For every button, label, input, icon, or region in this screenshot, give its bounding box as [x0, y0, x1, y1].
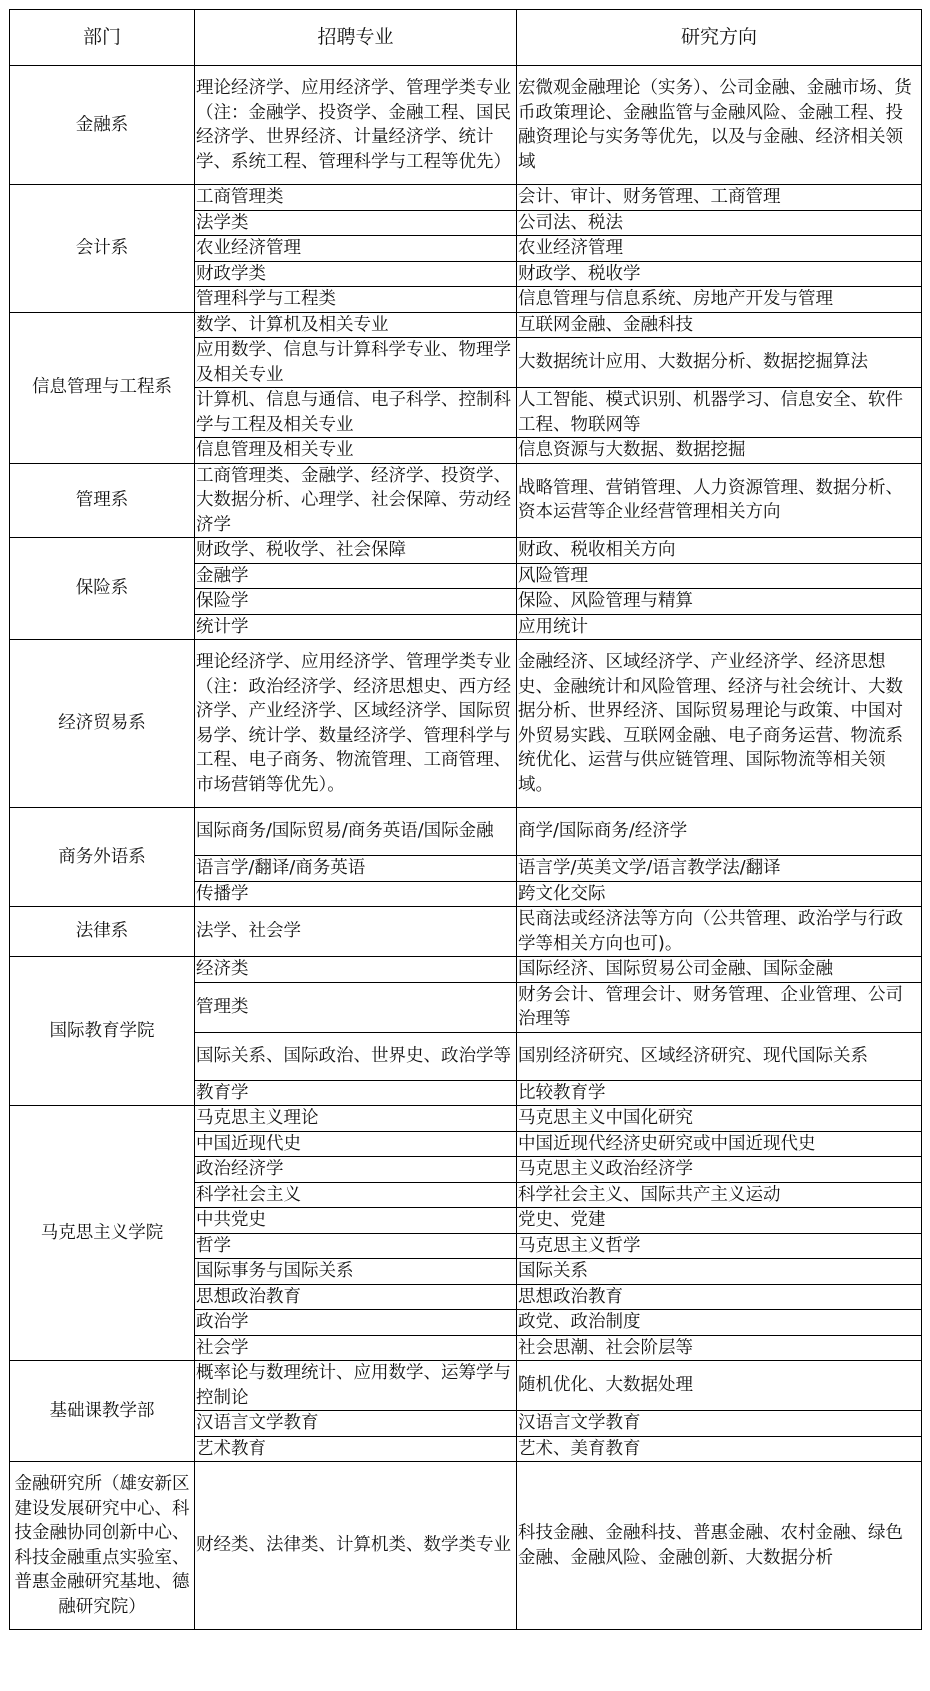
- research-cell: 党史、党建: [517, 1208, 922, 1234]
- department-cell: 信息管理与工程系: [10, 312, 195, 463]
- research-cell: 随机优化、大数据处理: [517, 1361, 922, 1411]
- major-cell: 计算机、信息与通信、电子科学、控制科学与工程及相关专业: [195, 388, 517, 438]
- research-cell: 比较教育学: [517, 1080, 922, 1106]
- department-cell: 管理系: [10, 463, 195, 538]
- major-cell: 传播学: [195, 881, 517, 907]
- major-cell: 国际事务与国际关系: [195, 1259, 517, 1285]
- major-cell: 汉语言文学教育: [195, 1411, 517, 1437]
- table-row: [10, 1106, 922, 1132]
- header-major: 招聘专业: [195, 10, 517, 66]
- header-research: 研究方向: [517, 10, 922, 66]
- table-row: [10, 957, 922, 983]
- research-cell: 跨文化交际: [517, 881, 922, 907]
- table-row: [10, 66, 922, 185]
- major-cell: 国际商务/国际贸易/商务英语/国际金融: [195, 808, 517, 856]
- table-row: [10, 1361, 922, 1411]
- major-cell: 应用数学、信息与计算科学专业、物理学及相关专业: [195, 338, 517, 388]
- major-cell: 财经类、法律类、计算机类、数学类专业: [195, 1462, 517, 1630]
- department-cell: 基础课教学部: [10, 1361, 195, 1462]
- major-cell: 政治学: [195, 1310, 517, 1336]
- research-cell: 社会思潮、社会阶层等: [517, 1335, 922, 1361]
- research-cell: 财政、税收相关方向: [517, 538, 922, 564]
- table-row: [10, 312, 922, 338]
- major-cell: 管理科学与工程类: [195, 287, 517, 313]
- major-cell: 财政学类: [195, 261, 517, 287]
- research-cell: 科技金融、金融科技、普惠金融、农村金融、绿色金融、金融风险、金融创新、大数据分析: [517, 1462, 922, 1630]
- department-cell: 法律系: [10, 907, 195, 957]
- department-cell: 商务外语系: [10, 808, 195, 907]
- department-cell: 金融系: [10, 66, 195, 185]
- major-cell: 农业经济管理: [195, 236, 517, 262]
- major-cell: 社会学: [195, 1335, 517, 1361]
- department-cell: 保险系: [10, 538, 195, 640]
- research-cell: 艺术、美育教育: [517, 1436, 922, 1462]
- major-cell: 艺术教育: [195, 1436, 517, 1462]
- research-cell: 国际经济、国际贸易公司金融、国际金融: [517, 957, 922, 983]
- major-cell: 语言学/翻译/商务英语: [195, 856, 517, 882]
- research-cell: 政党、政治制度: [517, 1310, 922, 1336]
- research-cell: 互联网金融、金融科技: [517, 312, 922, 338]
- research-cell: 风险管理: [517, 563, 922, 589]
- research-cell: 财政学、税收学: [517, 261, 922, 287]
- major-cell: 概率论与数理统计、应用数学、运筹学与控制论: [195, 1361, 517, 1411]
- major-cell: 统计学: [195, 614, 517, 640]
- research-cell: 金融经济、区域经济学、产业经济学、经济思想史、金融统计和风险管理、经济与社会统计、大数据分析、世界经济、国际贸易理论与政策、中国对外贸易实践、互联网金融、电子商务运营、物流系统优化、运营与供应链管理、国际物流等相关领域。: [517, 640, 922, 808]
- research-cell: 信息管理与信息系统、房地产开发与管理: [517, 287, 922, 313]
- table-row: [10, 640, 922, 808]
- research-cell: 国别经济研究、区域经济研究、现代国际关系: [517, 1032, 922, 1080]
- department-cell: 国际教育学院: [10, 957, 195, 1106]
- header-row: [10, 10, 922, 66]
- major-cell: 中共党史: [195, 1208, 517, 1234]
- research-cell: 会计、审计、财务管理、工商管理: [517, 185, 922, 211]
- research-cell: 商学/国际商务/经济学: [517, 808, 922, 856]
- major-cell: 数学、计算机及相关专业: [195, 312, 517, 338]
- research-cell: 人工智能、模式识别、机器学习、信息安全、软件工程、物联网等: [517, 388, 922, 438]
- research-cell: 中国近现代经济史研究或中国近现代史: [517, 1131, 922, 1157]
- major-cell: 科学社会主义: [195, 1182, 517, 1208]
- department-cell: 会计系: [10, 185, 195, 313]
- department-cell: 经济贸易系: [10, 640, 195, 808]
- research-cell: 国际关系: [517, 1259, 922, 1285]
- major-cell: 理论经济学、应用经济学、管理学类专业（注：金融学、投资学、金融工程、国民经济学、世界经济、计量经济学、统计学、系统工程、管理科学与工程等优先）: [195, 66, 517, 185]
- header-department: 部门: [10, 10, 195, 66]
- major-cell: 经济类: [195, 957, 517, 983]
- research-cell: 思想政治教育: [517, 1284, 922, 1310]
- major-cell: 工商管理类、金融学、经济学、投资学、大数据分析、心理学、社会保障、劳动经济学: [195, 463, 517, 538]
- major-cell: 政治经济学: [195, 1157, 517, 1183]
- research-cell: 语言学/英美文学/语言教学法/翻译: [517, 856, 922, 882]
- table-body: [10, 66, 922, 1630]
- recruitment-table: [9, 9, 922, 1630]
- research-cell: 保险、风险管理与精算: [517, 589, 922, 615]
- major-cell: 工商管理类: [195, 185, 517, 211]
- research-cell: 应用统计: [517, 614, 922, 640]
- major-cell: 法学类: [195, 210, 517, 236]
- research-cell: 马克思主义政治经济学: [517, 1157, 922, 1183]
- research-cell: 大数据统计应用、大数据分析、数据挖掘算法: [517, 338, 922, 388]
- research-cell: 农业经济管理: [517, 236, 922, 262]
- research-cell: 科学社会主义、国际共产主义运动: [517, 1182, 922, 1208]
- department-cell: 马克思主义学院: [10, 1106, 195, 1361]
- table-row: [10, 185, 922, 211]
- major-cell: 管理类: [195, 982, 517, 1032]
- table-row: [10, 907, 922, 957]
- major-cell: 法学、社会学: [195, 907, 517, 957]
- major-cell: 理论经济学、应用经济学、管理学类专业（注：政治经济学、经济思想史、西方经济学、产业经济学、区域经济学、国际贸易学、统计学、数量经济学、管理科学与工程、电子商务、物流管理、工商管理、市场营销等优先）。: [195, 640, 517, 808]
- major-cell: 马克思主义理论: [195, 1106, 517, 1132]
- research-cell: 马克思主义中国化研究: [517, 1106, 922, 1132]
- major-cell: 金融学: [195, 563, 517, 589]
- research-cell: 公司法、税法: [517, 210, 922, 236]
- major-cell: 国际关系、国际政治、世界史、政治学等: [195, 1032, 517, 1080]
- major-cell: 中国近现代史: [195, 1131, 517, 1157]
- research-cell: 宏微观金融理论（实务）、公司金融、金融市场、货币政策理论、金融监管与金融风险、金融工程、投融资理论与实务等优先，以及与金融、经济相关领域: [517, 66, 922, 185]
- table-row: [10, 808, 922, 856]
- table-row: [10, 463, 922, 538]
- research-cell: 战略管理、营销管理、人力资源管理、数据分析、资本运营等企业经营管理相关方向: [517, 463, 922, 538]
- research-cell: 信息资源与大数据、数据挖掘: [517, 438, 922, 464]
- research-cell: 汉语言文学教育: [517, 1411, 922, 1437]
- research-cell: 马克思主义哲学: [517, 1233, 922, 1259]
- table-row: [10, 1462, 922, 1630]
- department-cell: 金融研究所（雄安新区建设发展研究中心、科技金融协同创新中心、科技金融重点实验室、普惠金融研究基地、德融研究院）: [10, 1462, 195, 1630]
- table-row: [10, 538, 922, 564]
- major-cell: 哲学: [195, 1233, 517, 1259]
- major-cell: 思想政治教育: [195, 1284, 517, 1310]
- major-cell: 财政学、税收学、社会保障: [195, 538, 517, 564]
- research-cell: 财务会计、管理会计、财务管理、企业管理、公司治理等: [517, 982, 922, 1032]
- major-cell: 教育学: [195, 1080, 517, 1106]
- major-cell: 保险学: [195, 589, 517, 615]
- research-cell: 民商法或经济法等方向（公共管理、政治学与行政学等相关方向也可)。: [517, 907, 922, 957]
- major-cell: 信息管理及相关专业: [195, 438, 517, 464]
